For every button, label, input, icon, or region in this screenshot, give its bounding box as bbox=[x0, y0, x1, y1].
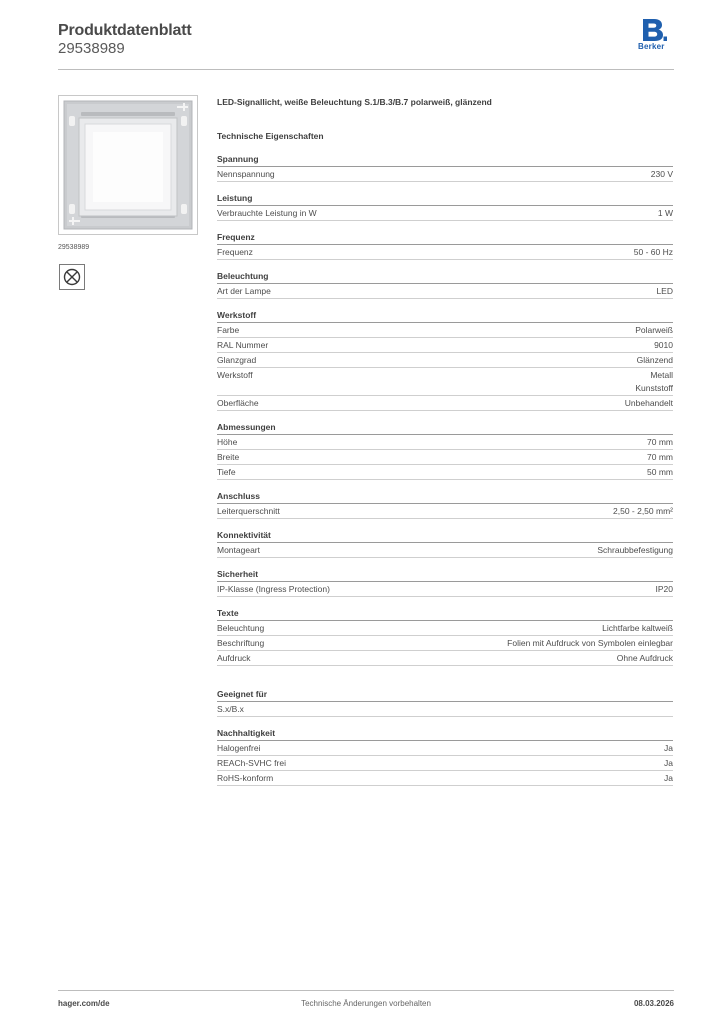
spec-content bbox=[217, 96, 673, 786]
spec-row bbox=[217, 245, 673, 260]
section-title: Frequenz bbox=[217, 230, 673, 245]
spec-label: RoHS-konform bbox=[217, 773, 274, 783]
section-title: Nachhaltigkeit bbox=[217, 726, 673, 741]
spec-value: Ja bbox=[664, 773, 673, 783]
page-header bbox=[58, 20, 674, 70]
spec-section bbox=[217, 606, 673, 666]
product-image-frame bbox=[58, 95, 198, 235]
spec-value: Unbehandelt bbox=[624, 398, 673, 408]
spec-label: Oberfläche bbox=[217, 398, 259, 408]
footer-notice: Technische Änderungen vorbehalten bbox=[301, 999, 431, 1008]
spec-section bbox=[217, 191, 673, 221]
spec-value: 50 mm bbox=[647, 467, 673, 477]
spec-section bbox=[217, 152, 673, 182]
spec-label: Aufdruck bbox=[217, 653, 251, 663]
spec-row bbox=[217, 621, 673, 636]
spec-label: Leiterquerschnitt bbox=[217, 506, 280, 516]
spec-row bbox=[217, 543, 673, 558]
spec-value: Lichtfarbe kaltweiß bbox=[602, 623, 673, 633]
spec-value: 70 mm bbox=[647, 437, 673, 447]
spec-row bbox=[217, 741, 673, 756]
spec-value: 50 - 60 Hz bbox=[633, 247, 673, 257]
spec-label: Beleuchtung bbox=[217, 623, 265, 633]
spec-value: 70 mm bbox=[647, 452, 673, 462]
spec-label: Höhe bbox=[217, 437, 238, 447]
product-name: LED-Signallicht, weiße Beleuchtung S.1/B.3/B.7 polarweiß, glänzend bbox=[217, 97, 492, 107]
section-title: Sicherheit bbox=[217, 567, 673, 582]
spec-row bbox=[217, 771, 673, 786]
spec-section bbox=[217, 528, 673, 558]
section-title: Anschluss bbox=[217, 489, 673, 504]
spec-section bbox=[217, 567, 673, 597]
brand-name: Berker bbox=[638, 42, 665, 51]
spec-label: Montageart bbox=[217, 545, 260, 555]
spec-sections bbox=[217, 152, 673, 786]
section-title: Geeignet für bbox=[217, 687, 673, 702]
spec-row bbox=[217, 450, 673, 465]
spec-row bbox=[217, 368, 673, 396]
spec-row bbox=[217, 504, 673, 519]
image-caption: 29538989 bbox=[58, 244, 90, 251]
section-title: Konnektivität bbox=[217, 528, 673, 543]
spec-value: IP20 bbox=[655, 584, 673, 594]
spec-row bbox=[217, 323, 673, 338]
tech-properties-heading: Technische Eigenschaften bbox=[217, 131, 324, 141]
berker-logo-icon bbox=[641, 18, 667, 42]
spec-row bbox=[217, 636, 673, 651]
spec-section bbox=[217, 420, 673, 480]
spec-value: Polarweiß bbox=[635, 325, 673, 335]
spec-row bbox=[217, 435, 673, 450]
section-title: Werkstoff bbox=[217, 308, 673, 323]
spec-value: 9010 bbox=[654, 340, 673, 350]
spec-label: IP-Klasse (Ingress Protection) bbox=[217, 584, 330, 594]
spec-row bbox=[217, 284, 673, 299]
spec-value: Schraubbefestigung bbox=[597, 545, 673, 555]
spec-value: 2,50 - 2,50 mm² bbox=[613, 506, 673, 516]
spec-value: Glänzend bbox=[636, 355, 673, 365]
spec-section bbox=[217, 687, 673, 717]
spec-value: Folien mit Aufdruck von Symbolen einlegbar bbox=[507, 638, 673, 648]
footer-website: hager.com/de bbox=[58, 999, 110, 1008]
spec-label: REACh-SVHC frei bbox=[217, 758, 286, 768]
spec-row bbox=[217, 167, 673, 182]
spec-row bbox=[217, 756, 673, 771]
spec-value: Metall Kunststoff bbox=[635, 370, 673, 393]
section-title: Beleuchtung bbox=[217, 269, 673, 284]
page-footer bbox=[58, 990, 674, 1014]
lamp-symbol-box bbox=[59, 264, 85, 290]
spec-row bbox=[217, 396, 673, 411]
spec-label: Beschriftung bbox=[217, 638, 265, 648]
product-image bbox=[59, 96, 197, 234]
spec-section bbox=[217, 308, 673, 411]
spec-label: Breite bbox=[217, 452, 240, 462]
spec-row bbox=[217, 353, 673, 368]
footer-date: 08.03.2026 bbox=[633, 999, 674, 1008]
section-title: Leistung bbox=[217, 191, 673, 206]
section-title: Spannung bbox=[217, 152, 673, 167]
spec-value: LED bbox=[656, 286, 673, 296]
spec-label: RAL Nummer bbox=[217, 340, 269, 350]
spec-section bbox=[217, 269, 673, 299]
spec-label: Frequenz bbox=[217, 247, 253, 257]
article-number: 29538989 bbox=[58, 40, 125, 57]
spec-label: Halogenfrei bbox=[217, 743, 261, 753]
spec-label: Werkstoff bbox=[217, 370, 253, 380]
section-gap bbox=[217, 666, 673, 678]
spec-label: Glanzgrad bbox=[217, 355, 257, 365]
spec-label: Verbrauchte Leistung in W bbox=[217, 208, 317, 218]
spec-value: 1 W bbox=[657, 208, 673, 218]
spec-label: Farbe bbox=[217, 325, 240, 335]
spec-row bbox=[217, 651, 673, 666]
spec-row bbox=[217, 702, 673, 717]
spec-value: Ja bbox=[664, 758, 673, 768]
spec-value: 230 V bbox=[650, 169, 673, 179]
page-title: Produktdatenblatt bbox=[58, 22, 192, 39]
spec-section bbox=[217, 489, 673, 519]
section-title: Abmessungen bbox=[217, 420, 673, 435]
lamp-symbol-icon bbox=[63, 268, 81, 286]
section-title: Texte bbox=[217, 606, 673, 621]
spec-row bbox=[217, 582, 673, 597]
spec-label: Tiefe bbox=[217, 467, 236, 477]
spec-value: Ja bbox=[664, 743, 673, 753]
spec-row bbox=[217, 338, 673, 353]
spec-row bbox=[217, 206, 673, 221]
spec-value: Ohne Aufdruck bbox=[616, 653, 673, 663]
spec-label: Nennspannung bbox=[217, 169, 275, 179]
spec-label: S.x/B.x bbox=[217, 704, 244, 714]
spec-row bbox=[217, 465, 673, 480]
spec-section bbox=[217, 726, 673, 786]
spec-label: Art der Lampe bbox=[217, 286, 271, 296]
spec-section bbox=[217, 230, 673, 260]
berker-logo bbox=[638, 18, 674, 54]
